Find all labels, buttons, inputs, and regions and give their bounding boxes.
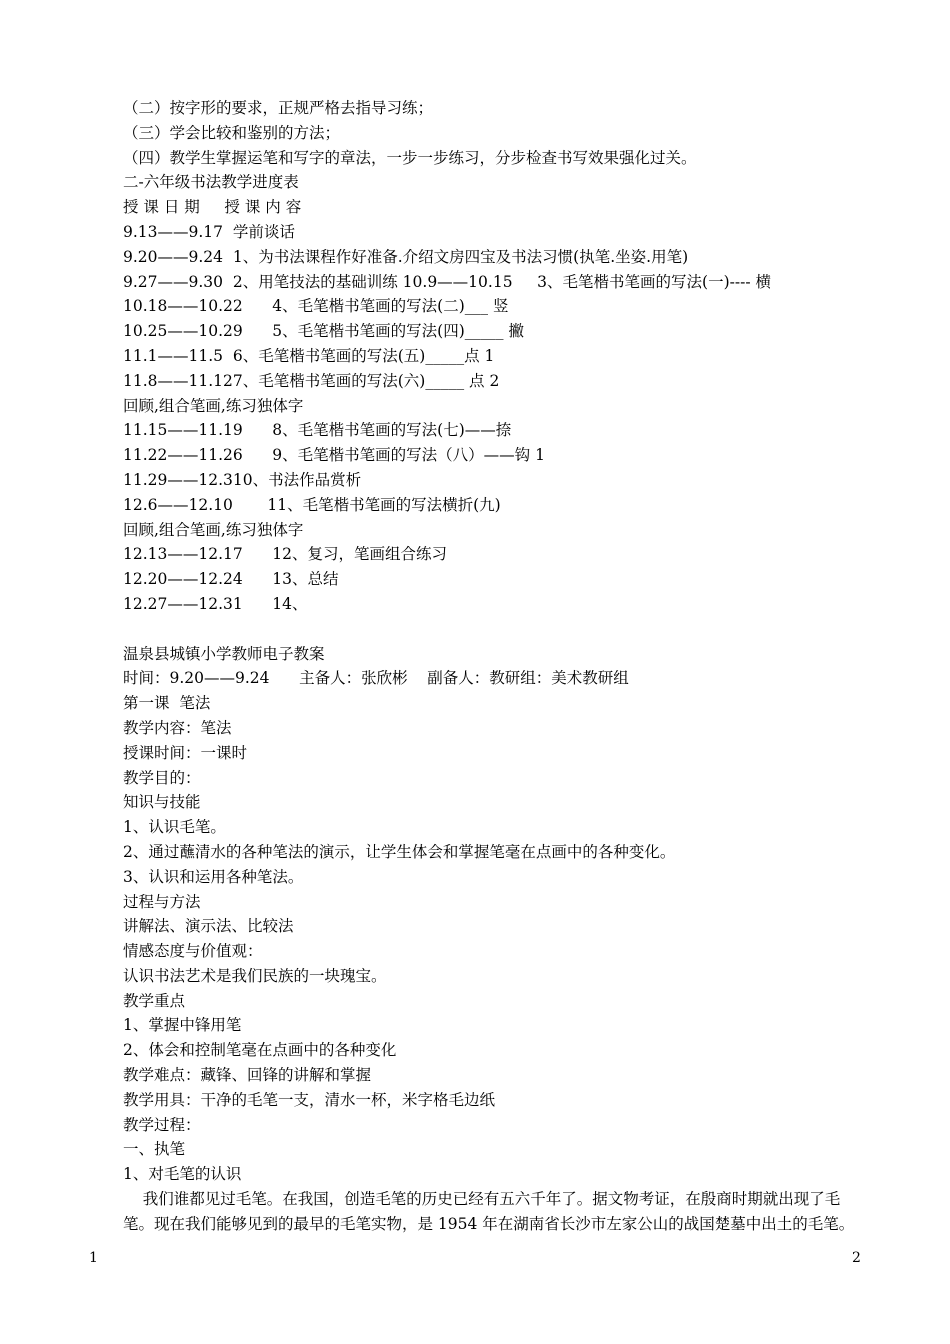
text-line: 12.27——12.31 14、 [123,594,308,613]
text-line: 1、对毛笔的认识 [123,1165,242,1184]
text-line: 10.25——10.29 5、毛笔楷书笔画的写法(四)_____ 撇 [123,322,524,341]
text-line: 教学难点：藏锋、回锋的讲解和掌握 [123,1066,372,1085]
text-line: 二-六年级书法教学进度表 [123,173,299,192]
text-line: 9.27——9.30 2、用笔技法的基础训练 10.9——10.15 3、毛笔楷书笔画的写法(一)---- 横 [123,272,772,291]
text-line: 温泉县城镇小学教师电子教案 [123,644,325,663]
text-line: 回顾,组合笔画,练习独体字 [123,520,304,539]
text-line: 11.1——11.5 6、毛笔楷书笔画的写法(五)_____点 1 [123,346,495,365]
text-line: 认识书法艺术是我们民族的一块瑰宝。 [123,966,387,985]
text-line: 11.29——12.310、书法作品赏析 [123,470,362,489]
text-line: 讲解法、演示法、比较法 [123,917,294,936]
text-line: 11.8——11.127、毛笔楷书笔画的写法(六)_____ 点 2 [123,371,500,390]
text-line: 3、认识和运用各种笔法。 [123,867,304,886]
text-line: 教学内容：笔法 [123,718,232,737]
text-line: 教学目的： [123,768,201,787]
text-line: 知识与技能 [123,793,201,812]
text-line: 11.15——11.19 8、毛笔楷书笔画的写法(七)——捺 [123,421,512,440]
text-line: 过程与方法 [123,892,201,911]
text-line: 一、执笔 [123,1140,186,1159]
text-line: 9.20——9.24 1、为书法课程作好准备.介绍文房四宝及书法习惯(执笔.坐姿.用笔) [123,247,689,266]
text-line: 教学重点 [123,991,186,1010]
document-body [123,96,863,1237]
text-line: 授课时间：一课时 [123,743,248,762]
text-line: 12.6——12.10 11、毛笔楷书笔画的写法横折(九) [123,495,501,514]
text-line: （二）按字形的要求，正规严格去指导习练； [123,99,434,117]
text-line: 2、通过蘸清水的各种笔法的演示，让学生体会和掌握笔毫在点画中的各种变化。 [123,842,676,861]
text-line: 9.13——9.17 学前谈话 [123,222,295,241]
text-line: （四）教学生掌握运笔和写字的章法，一步一步练习，分步检查书写效果强化过关。 [123,148,697,167]
text-line: 教学用具：干净的毛笔一支，清水一杯，米字格毛边纸 [123,1090,496,1109]
text-line: 教学过程： [123,1115,201,1134]
text-line: 10.18——10.22 4、毛笔楷书笔画的写法(二)___ 竖 [123,297,509,316]
text-line: 时间：9.20——9.24 主备人：张欣彬 副备人：教研组：美术教研组 [123,669,629,688]
section-spacer [123,617,863,642]
text-line: 情感态度与价值观： [123,942,263,961]
paragraph-line: 笔。现在我们能够见到的最早的毛笔实物，是 1954 年在湖南省长沙市左家公山的战国楚墓中出土的毛笔。 [123,1214,855,1233]
page-number-right: 2 [852,1250,861,1266]
page-number-left: 1 [89,1250,98,1266]
text-line: 1、掌握中锋用笔 [123,1016,242,1035]
text-line: 11.22——11.26 9、毛笔楷书笔画的写法（八）——钩 1 [123,446,545,465]
text-line: 2、体会和控制笔毫在点画中的各种变化 [123,1041,397,1060]
text-line: 12.13——12.17 12、复习，笔画组合练习 [123,545,448,564]
text-line: 1、认识毛笔。 [123,818,226,837]
paragraph-line: 我们谁都见过毛笔。在我国，创造毛笔的历史已经有五六千年了。据文物考证，在殷商时期就出现了毛 [123,1190,841,1209]
text-line: 授 课 日 期 授 课 内 容 [123,198,302,217]
lesson-plan-section [123,642,863,1188]
text-line: 第一课 笔法 [123,694,211,713]
text-line: 回顾,组合笔画,练习独体字 [123,396,304,415]
teaching-plan-section [123,96,863,617]
text-line: （三）学会比较和鉴别的方法； [123,123,341,142]
text-line: 12.20——12.24 13、总结 [123,570,339,589]
